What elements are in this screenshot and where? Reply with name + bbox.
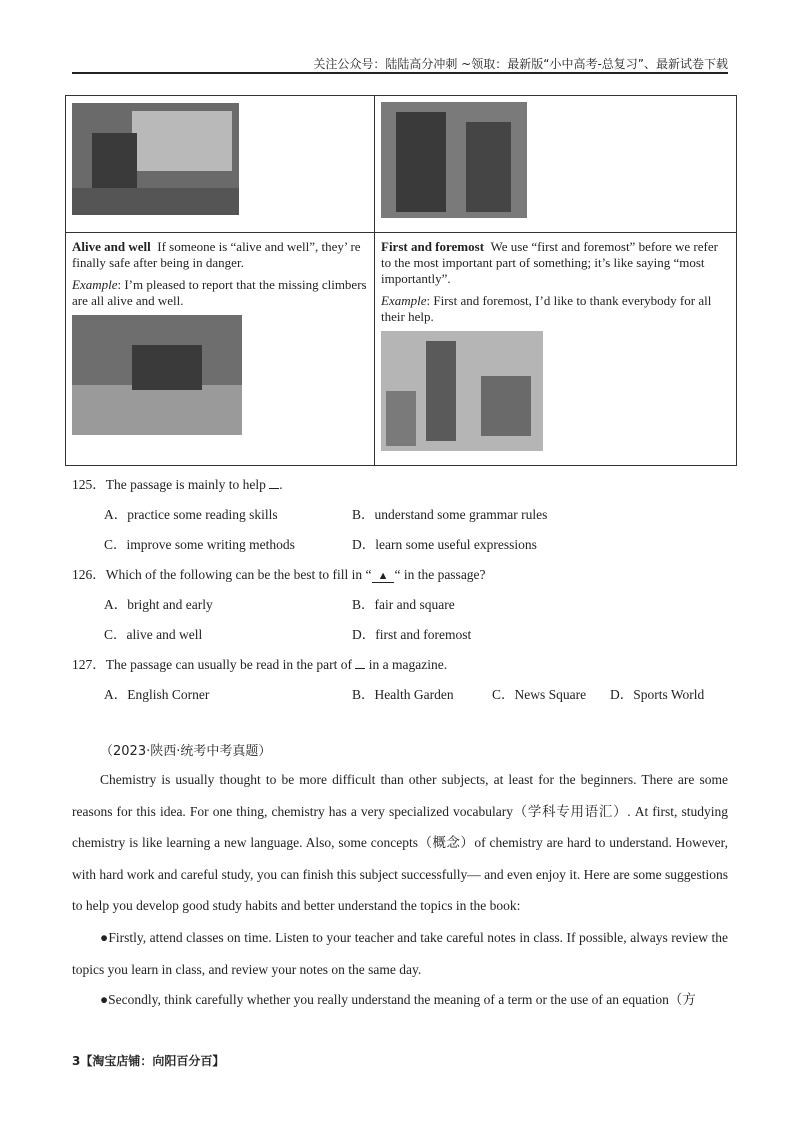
photo-cell-top-left — [66, 96, 375, 233]
question-stem-end: . — [279, 477, 283, 492]
option-d: D．learn some useful expressions — [352, 537, 537, 552]
term-definition: We use “first and foremost” before we refer to the most important part of something; it’s like saying “most importantly”. — [381, 239, 718, 286]
example-label: Example — [381, 293, 427, 308]
question-stem-end: in a magazine. — [368, 657, 448, 672]
option-a: A．practice some reading skills — [104, 507, 278, 522]
option-b: B．fair and square — [352, 597, 455, 612]
term-title: First and foremost — [381, 239, 485, 254]
question-number: 127． — [72, 657, 106, 672]
term-title: Alive and well — [72, 239, 151, 254]
answer-blank — [355, 668, 365, 669]
card-first-and-foremost — [375, 233, 737, 466]
question-stem: The passage is mainly to help — [105, 477, 266, 492]
question-number: 125． — [72, 477, 106, 492]
example-label: Example — [72, 277, 118, 292]
term-definition: If someone is “alive and well”, they’ re finally safe after being in danger. — [72, 239, 361, 270]
passage-paragraph: ●Firstly, attend classes on time. Listen to your teacher and take careful notes in class. If possible, always review the topics you learn in class, and review your notes on the same day. — [72, 930, 728, 977]
option-d: D．first and foremost — [352, 627, 472, 642]
photo-meeting-presentation — [381, 331, 543, 451]
option-c: C．improve some writing methods — [104, 537, 295, 552]
passage-paragraph: Chemistry is usually thought to be more difficult than other subjects, at least for the beginners. There are some reasons for this idea. For one thing, chemistry has a very specialized vocabulary（学科专用语汇）. At first, studying chemistry is like learning a new language. Also, some concepts（概念）of chemistry are hard to understand. However, with hard work and careful study, you can finish this subject successfully— and even enjoy it. Here are some suggestions to help you develop good study habits and better understand the topics in the book: — [72, 772, 728, 913]
triangle-blank: ▲ — [372, 570, 395, 583]
expressions-table — [65, 95, 737, 466]
question-125 — [72, 473, 283, 493]
option-a: A．English Corner — [104, 687, 210, 702]
question-126 — [72, 563, 486, 583]
photo-two-people-talking — [381, 102, 527, 218]
passage-paragraph: ●Secondly, think carefully whether you really understand the meaning of a term or the use of an equation（方 — [100, 992, 696, 1007]
question-stem: Which of the following can be the best to fill in “ — [105, 567, 372, 582]
option-b: B．Health Garden — [352, 687, 454, 702]
question-127 — [72, 653, 447, 673]
card-alive-and-well — [66, 233, 375, 466]
option-b: B．understand some grammar rules — [352, 507, 548, 522]
question-stem: The passage can usually be read in the part of — [105, 657, 353, 672]
option-c: C．alive and well — [104, 627, 203, 642]
source-label: （2023·陕西·统考中考真题） — [100, 744, 272, 759]
page-footer: 3【淘宝店铺：向阳百分百】 — [72, 1054, 225, 1068]
photo-cell-top-right — [375, 96, 737, 233]
option-a: A．bright and early — [104, 597, 213, 612]
answer-blank — [269, 488, 279, 489]
option-d: D．Sports World — [610, 687, 705, 702]
header-divider — [72, 72, 728, 74]
page-header: 关注公众号：陆陆高分冲刺 ~领取：最新版“小中高考-总复习”、最新试卷下载 — [313, 57, 728, 71]
example-text: : I’m pleased to report that the missing climbers are all alive and well. — [72, 277, 367, 308]
photo-climber-on-rocks — [72, 315, 242, 435]
question-stem-end: “ in the passage? — [394, 567, 486, 582]
option-c: C．News Square — [492, 687, 587, 702]
photo-celebrating-student — [72, 103, 239, 215]
question-number: 126． — [72, 567, 106, 582]
example-text: : First and foremost, I’d like to thank everybody for all their help. — [381, 293, 712, 324]
